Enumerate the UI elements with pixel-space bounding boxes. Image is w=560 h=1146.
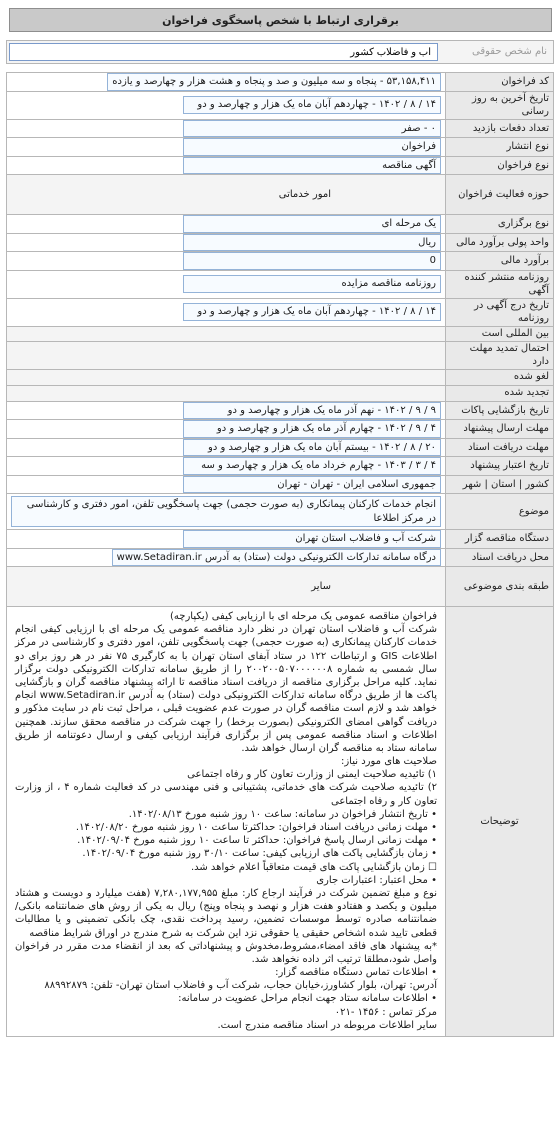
page-title: برقراری ارتباط با شخص پاسخگوی فراخوان [9,8,552,32]
info-row [7,369,554,385]
description-line: شرکت آب و فاضلاب استان تهران در نظر دارد مناقصه عمومی یک مرحله ای با ارزیابی کیفی انجام خدمات کارکنان پیمانکاری (به صورت حجمی) جهت پاسخگویی تلفن، امور دفتری و کارشناسی در مرکز اطلاعات GIS و ارتباطات ۱۲۲ در ستاد آبفای استان تهران با به کارگیری ۷۵ نفر در هر روز برای دو سال شمسی به شماره ۲۰۰۲۰۰۵۰۷۰۰۰۰۰۰۸ را از طریق سامانه تدارکات الکترونیکی دولت برگزار نماید. کلیه مراحل برگزاری مناقصه از دریافت اسناد مناقصه تا ارائه پیشنهاد مناقصه گران و بازگشایی پاکت ها از طریق درگاه سامانه تدارکات الکترونیکی دولت (ستاد) به آدرس www.Setadiran.ir انجام خواهد شد و لازم است مناقصه گران در صورت عدم عضویت قبلی ، مراحل ثبت نام در سایت مذکور و دریافت گواهی امضای الکترونیکی (بصورت برخط) را جهت شرکت در مناقصه محقق سازند. همچنین اطلاعات و اسناد مناقصه عمومی پس از برگزاری فرآیند ارزیابی کیفی و ارسال دعوتنامه از طریق سامانه ستاد به مناقصه گران ارسال خواهد شد. [15,624,437,754]
info-row-value-cell [7,119,446,138]
description-line: • تاریخ انتشار فراخوان در سامانه: ساعت ۱۰ روز شنبه مورخ ۱۴۰۲/۰۸/۱۳. [128,808,437,820]
info-row-value: درگاه سامانه تدارکات الکترونیکی دولت (ستاد) به آدرس www.Setadiran.ir [112,549,441,567]
description-line: • محل اعتبار: اعتبارات جاری [316,874,437,886]
info-row-label: مهلت دریافت اسناد [446,438,554,457]
info-row-label: واحد پولی برآورد مالی [446,233,554,252]
info-row-label: کد فراخوان [446,73,554,92]
info-row-value-cell [7,494,446,530]
info-row-value: ۰ - صفر [183,120,441,138]
info-row [7,530,554,549]
description-line: *به پیشنهاد های فاقد امضاء،مشروط،مخدوش و پیشنهاداتی که بعد از انقضاء مدت مقرر در فراخوان واصل شود،مطلقا ترتیب اثر داده نخواهد شد. [15,940,437,965]
info-row-label: بین المللی است [446,326,554,341]
info-row-value-cell [7,270,446,298]
info-row-value: ۱۴ / ۸ / ۱۴۰۲ - چهاردهم آبان ماه یک هزار و چهارصد و دو [183,303,441,321]
info-row-value: روزنامه مناقصه مزایده [183,275,441,293]
info-row-value: فراخوان [183,138,441,156]
info-row-label: تاریخ اعتبار پیشنهاد [446,457,554,476]
info-row-label: تاریخ آخرین به روز رسانی [446,91,554,119]
info-row [7,298,554,326]
info-row-value-cell [7,548,446,567]
description-line: صلاحیت های مورد نیاز: [340,756,437,768]
info-row-value: 0 [183,252,441,270]
info-row-value: ۴ / ۳ / ۱۴۰۳ - چهارم خرداد ماه یک هزار و چهارصد و سه [183,457,441,475]
description-line: ☐ زمان بازگشایی پاکت های قیمت متعاقباً اعلام خواهد شد. [190,861,437,873]
info-row-value-cell [7,530,446,549]
info-row [7,475,554,494]
info-row [7,175,554,215]
description-row [7,607,554,1037]
info-row-value-cell [7,215,446,234]
info-row-value-cell [7,385,446,401]
info-row [7,548,554,567]
info-row-label: لغو شده [446,369,554,385]
tender-info-table [6,72,554,1037]
info-row-label: روزنامه منتشر کننده آگهی [446,270,554,298]
info-row [7,457,554,476]
info-row-label: تجدید شده [446,385,554,401]
description-line: فراخوان مناقصه عمومی یک مرحله ای با ارزیابی کیفی (یکپارچه) [170,611,437,622]
info-row [7,252,554,271]
info-row-value: جمهوری اسلامی ایران - تهران - تهران [183,476,441,494]
info-row [7,438,554,457]
description-line: • مهلت زمانی دریافت اسناد فراخوان: حداکثرتا ساعت ۱۰ روز شنبه مورخ ۱۴۰۲/۰۸/۲۰. [75,822,437,833]
info-row-label: تاریخ درج آگهی در روزنامه [446,298,554,326]
info-row-value-cell [7,567,446,607]
info-row-value: ۴ / ۹ / ۱۴۰۲ - چهارم آذر ماه یک هزار و چهارصد و دو [183,420,441,438]
info-row [7,215,554,234]
info-row-value-cell [7,233,446,252]
info-row-value-cell [7,156,446,175]
description-line: مرکز تماس : ۱۴۵۶ -۰۲۱ [334,1006,437,1018]
info-row [7,91,554,119]
info-row [7,341,554,369]
info-row-value-cell [7,91,446,119]
legal-entity-input[interactable] [9,43,438,61]
description-line: • اطلاعات تماس دستگاه مناقصه گزار: [275,967,437,979]
info-row-value-cell [7,475,446,494]
info-row-value-cell [7,341,446,369]
info-row-value: امور خدماتی [278,188,331,200]
description-line: ۲) تائیدیه صلاحیت شرکت های خدماتی، پشتیبانی و فنی مهندسی در کد فعالیت شماره ۴ ، از وزارت تعاون کار و رفاه اجتماعی [15,782,437,807]
description-line: سایر اطلاعات مربوطه در اسناد مناقصه مندرج است. [217,1019,437,1031]
info-row-value-cell [7,457,446,476]
description-line: آدرس: تهران، بلوار کشاورز،خیابان حجاب، شرکت آب و فاضلاب استان تهران- تلفن: ۸۸۹۹۲۸۷۹ [44,980,437,992]
info-row [7,326,554,341]
info-row [7,156,554,175]
info-row [7,138,554,157]
description-text [11,607,441,1036]
info-row-label: احتمال تمدید مهلت دارد [446,341,554,369]
info-row-value: ۱۴ / ۸ / ۱۴۰۲ - چهاردهم آبان ماه یک هزار و چهارصد و دو [183,96,441,114]
info-row-value-cell [7,326,446,341]
info-row-value-cell [7,175,446,215]
info-row [7,494,554,530]
info-row [7,233,554,252]
info-row-value-cell [7,252,446,271]
info-row-value: ریال [183,234,441,252]
info-row-value: ۹ / ۹ / ۱۴۰۲ - نهم آذر ماه یک هزار و چهارصد و دو [183,402,441,420]
info-row-value: سایر [311,580,331,592]
info-row-label: موضوع [446,494,554,530]
description-line: نوع و مبلغ تضمین شرکت در فرآیند ارجاع کار: مبلغ ۷,۲۸۰,۱۷۷,۹۵۵ (هفت میلیارد و دویست و هشتاد میلیون و یکصد و هفتادو هفت هزار و نهصد و پنجاه وپنج) ریال به یکی از روش های ضمانتنامه بانکی/ضمانتنامه صادره توسط موسسات تضمین، رسید پرداخت نقدی، چک بانکی تضمینی و یا مطالبات قطعی تایید شده اشخاص حقیقی یا حقوقی نزد این شرکت به شرح مندرج در اوراق شرایط مناقصه [15,887,437,939]
description-cell [7,607,446,1037]
description-line: ۱) تائیدیه صلاحیت ایمنی از وزارت تعاون کار و رفاه اجتماعی [187,769,437,781]
info-row-value: شرکت آب و فاضلاب استان تهران [183,530,441,548]
info-row-value-cell [7,138,446,157]
info-row-value: ۲۰ / ۸ / ۱۴۰۲ - بیستم آبان ماه یک هزار و چهارصد و دو [183,439,441,457]
info-row [7,385,554,401]
info-row-value: یک مرحله ای [183,215,441,233]
description-line: • مهلت زمانی ارسال پاسخ فراخوان: حداکثر تا ساعت ۱۰ روز شنبه مورخ ۱۴۰۲/۰۹/۰۴. [77,835,437,847]
info-row [7,567,554,607]
description-label: توضیحات [446,607,554,1037]
info-row-label: نوع برگزاری [446,215,554,234]
description-line: • زمان بازگشایی پاکت های ارزیابی کیفی: ساعت ۳۰/۱۰ روز شنبه مورخ ۱۴۰۲/۰۹/۰۴. [82,848,437,860]
legal-entity-label: نام شخص حقوقی [472,46,547,57]
info-row-label: نوع فراخوان [446,156,554,175]
info-row-value-cell [7,401,446,420]
info-row-value: ۵۳,۱۵۸,۴۱۱ - پنجاه و سه میلیون و صد و پنجاه و هشت هزار و چهارصد و یازده [107,73,441,91]
info-row-value-cell [7,369,446,385]
info-row-value-cell [7,298,446,326]
info-row-label: حوزه فعالیت فراخوان [446,175,554,215]
info-row-label: مهلت ارسال پیشنهاد [446,420,554,439]
info-row-value-cell [7,438,446,457]
info-row-value-cell [7,420,446,439]
info-row-value: آگهی مناقصه [183,157,441,175]
info-row-label: تاریخ بازگشایی پاکات [446,401,554,420]
info-row-value: انجام خدمات کارکنان پیمانکاری (به صورت حجمی) جهت پاسخگویی تلفن، امور دفتری و کارشناسی در مرکز اطلاعا [11,496,441,527]
info-row-label: دستگاه مناقصه گزار [446,530,554,549]
info-row [7,401,554,420]
info-row [7,73,554,92]
info-row-label: نوع انتشار [446,138,554,157]
info-row-label: کشور | استان | شهر [446,475,554,494]
info-row-label: برآورد مالی [446,252,554,271]
info-row-label: طبقه بندی موضوعی [446,567,554,607]
info-row-value-cell [7,73,446,92]
info-row [7,119,554,138]
legal-entity-row [6,40,554,64]
info-row-label: تعداد دفعات بازدید [446,119,554,138]
info-row-label: محل دریافت اسناد [446,548,554,567]
description-line: • اطلاعات سامانه ستاد جهت انجام مراحل عضویت در سامانه: [178,993,437,1005]
info-row [7,270,554,298]
info-row [7,420,554,439]
